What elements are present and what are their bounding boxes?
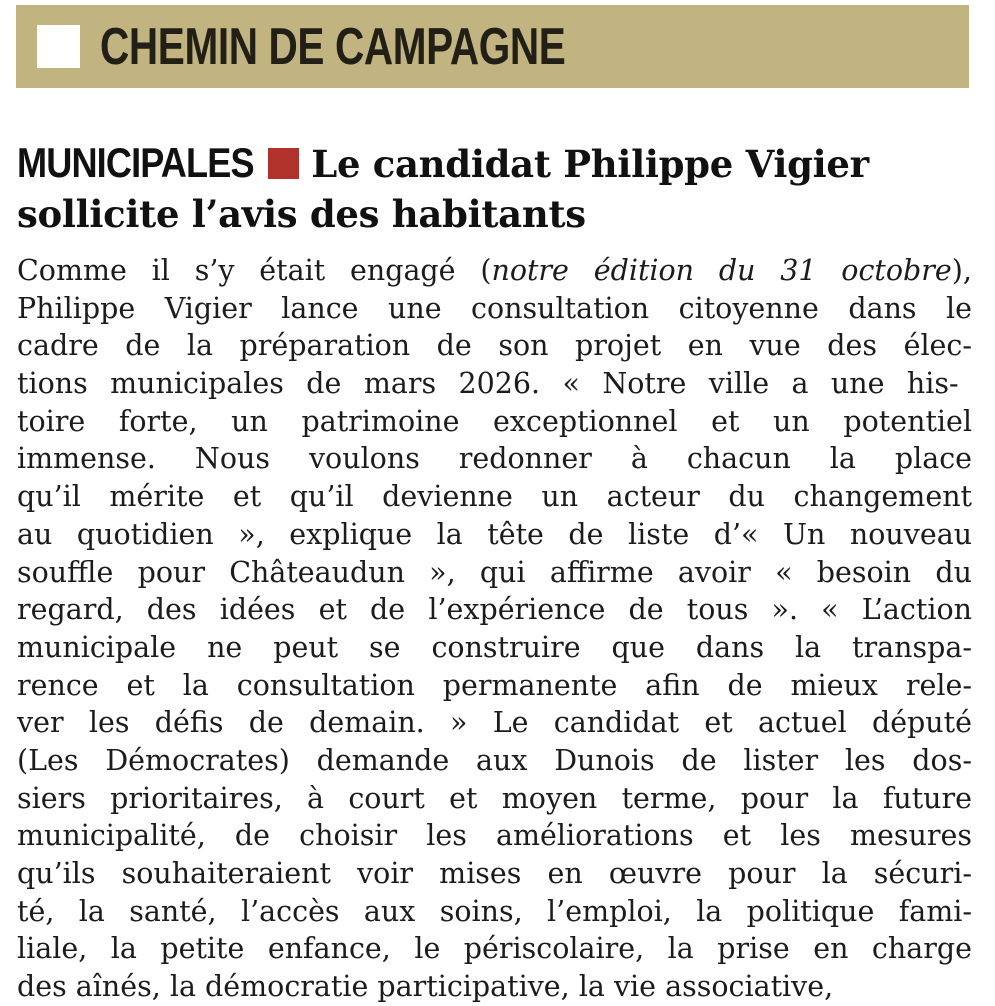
- section-banner: [16, 5, 969, 88]
- article-line: cadre de la préparation de son projet en vue des élec-: [17, 329, 973, 363]
- article-line: municipale ne peut se construire que dans la transpa-: [17, 630, 972, 664]
- article-line: regard, des idées et de l’expérience de tous ». « L’action: [17, 593, 972, 627]
- article-line-text: Comme il s’y était engagé (: [17, 254, 492, 287]
- article-line: té, la santé, l’accès aux soins, l’emploi, la politique fami-: [17, 894, 973, 928]
- headline-title-line1: Le candidat Philippe Vigier: [311, 142, 869, 186]
- article-body: [17, 252, 972, 1006]
- article-line: siers prioritaires, à court et moyen terme, pour la future: [17, 781, 973, 815]
- article-line: au quotidien », explique la tête de liste d’« Un nouveau: [17, 517, 973, 551]
- article-line: souffle pour Châteaudun », qui affirme avoir « besoin du: [17, 555, 972, 589]
- article-line-text: ),: [951, 254, 972, 287]
- article-line: qu’ils souhaiteraient voir mises en œuvre pour la sécuri-: [17, 857, 972, 890]
- red-square-icon: [268, 148, 299, 179]
- article-line: liale, la petite enfance, le périscolaire, la prise en charge: [17, 932, 972, 966]
- section-title: CHEMIN DE CAMPAGNE: [100, 18, 566, 76]
- article-line: Philippe Vigier lance une consultation citoyenne dans le: [17, 291, 973, 325]
- banner-square-icon: [37, 25, 80, 68]
- headline-title-line2: sollicite l’avis des habitants: [17, 192, 586, 236]
- article-line: municipalité, de choisir les améliorations et les mesures: [17, 819, 972, 853]
- article-line: (Les Démocrates) demande aux Dunois de lister les dos-: [17, 743, 972, 777]
- article-line-italic: notre édition du 31 octobre: [491, 254, 952, 287]
- article-line: des aînés, la démocratie participative, la vie associative,: [17, 970, 834, 1004]
- article-line: ver les défis de demain. » Le candidat et actuel député: [17, 706, 972, 740]
- headline-kicker: MUNICIPALES: [17, 139, 254, 186]
- article-line: rence et la consultation permanente afin de mieux rele-: [17, 668, 972, 702]
- article-line: qu’il mérite et qu’il devienne un acteur du changement: [17, 480, 973, 514]
- article-headline: [17, 138, 972, 239]
- article-line: toire forte, un patrimoine exceptionnel et un potentiel: [17, 404, 973, 438]
- article-line: [17, 252, 972, 290]
- article-line: tions municipales de mars 2026. « Notre ville a une his-: [17, 367, 959, 401]
- article-line: immense. Nous voulons redonner à chacun la place: [17, 442, 973, 476]
